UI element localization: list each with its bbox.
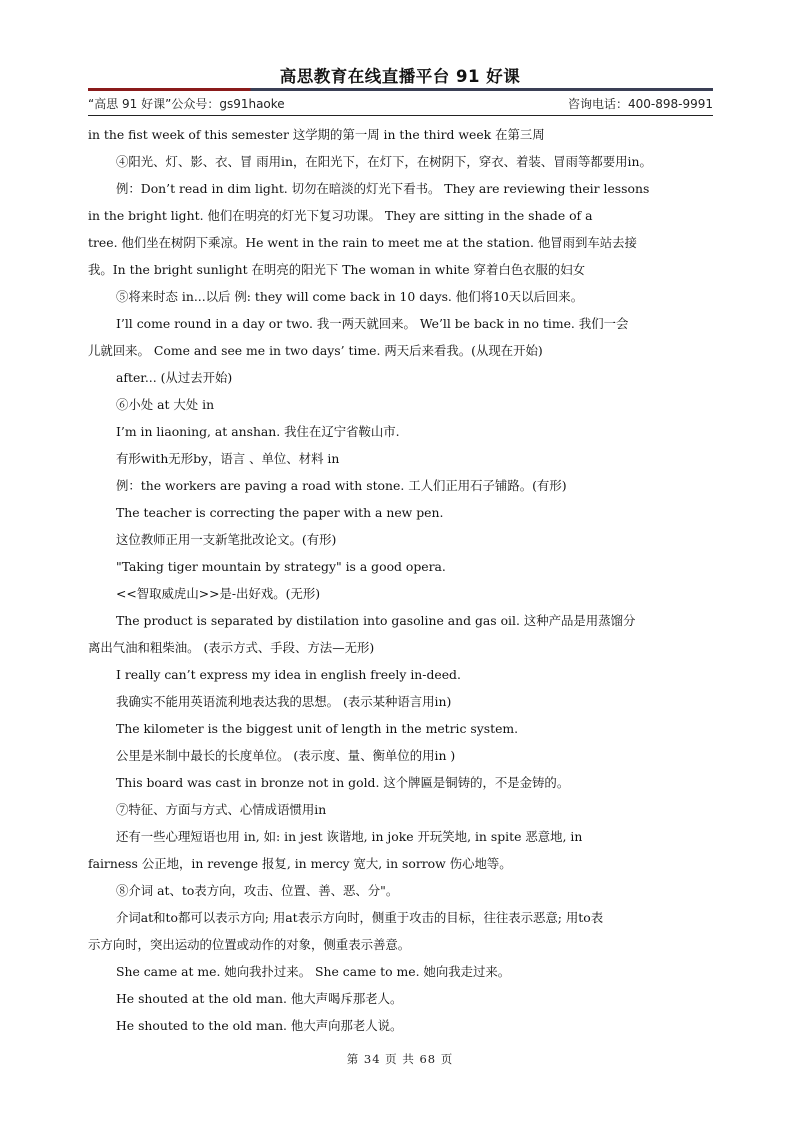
text-line: 有形with无形by，语言 、单位、材料 in bbox=[116, 451, 340, 466]
header-title: 高思教育在线直播平台 91 好课 bbox=[279, 67, 521, 86]
text-line: He shouted to the old man. 他大声向那老人说。 bbox=[116, 1018, 403, 1033]
text-line: 公里是米制中最长的长度单位。 (表示度、量、衡单位的用in ) bbox=[116, 748, 456, 763]
wechat-account: “高思 91 好课”公众号：gs91haoke bbox=[88, 97, 285, 111]
text-line: in the bright light. 他们在明亮的灯光下复习功课。 They are sitting in the shade of a bbox=[88, 208, 593, 223]
text-line: 示方向时，突出运动的位置或动作的对象，侧重表示善意。 bbox=[88, 937, 411, 952]
text-line: 我。In the bright sunlight 在明亮的阳光下 The woman in white 穿着白色衣服的妇女 bbox=[88, 262, 586, 277]
text-line: ⑧介词 at、to表方向，攻击、位置、善、恶、分"。 bbox=[116, 883, 399, 898]
text-line: ⑤将来时态 in...以后 例: they will come back in 10 days. 他们将10天以后回来。 bbox=[116, 289, 584, 304]
text-line: ④阳光、灯、影、衣、冒 雨用in，在阳光下，在灯下，在树阴下，穿衣、着装、冒雨等都要用in。 bbox=[116, 154, 652, 169]
text-line: 还有一些心理短语也用 in, 如: in jest 诙谐地, in joke 开玩笑地, in spite 恶意地, in bbox=[116, 829, 583, 844]
text-line: 介词at和to都可以表示方向; 用at表示方向时，侧重于攻击的目标，往往表示恶意; 用to表 bbox=[116, 910, 604, 925]
text-line: She came at me. 她向我扑过来。 She came to me. 她向我走过来。 bbox=[116, 964, 511, 979]
text-line: He shouted at the old man. 他大声喝斥那老人。 bbox=[116, 991, 403, 1006]
text-line: 我确实不能用英语流利地表达我的思想。 (表示某种语言用in) bbox=[116, 694, 452, 709]
text-line: I’ll come round in a day or two. 我一两天就回来。 We’ll be back in no time. 我们一会 bbox=[116, 316, 629, 331]
text-line: I’m in liaoning, at anshan. 我住在辽宁省鞍山市. bbox=[116, 424, 400, 439]
page-number: 第 34 页 共 68 页 bbox=[346, 1052, 454, 1066]
text-line: The kilometer is the biggest unit of length in the metric system. bbox=[116, 721, 519, 736]
header-underline bbox=[88, 115, 713, 116]
text-line: 这位教师正用一支新笔批改论文。(有形) bbox=[116, 532, 337, 547]
text-line: 儿就回来。 Come and see me in two days’ time. 两天后来看我。(从现在开始) bbox=[88, 343, 543, 358]
text-line: 例：Don’t read in dim light. 切勿在暗淡的灯光下看书。 They are reviewing their lessons bbox=[116, 181, 650, 196]
page-header bbox=[0, 0, 800, 120]
header-subline bbox=[88, 95, 713, 113]
text-line: 例：the workers are paving a road with stone. 工人们正用石子铺路。(有形) bbox=[116, 478, 567, 493]
header-rule bbox=[88, 88, 713, 91]
text-line: tree. 他们坐在树阴下乘凉。He went in the rain to meet me at the station. 他冒雨到车站去接 bbox=[88, 235, 637, 250]
text-line: 离出气油和粗柴油。 (表示方式、手段、方法—无形) bbox=[88, 640, 375, 655]
contact-phone: 咨询电话：400-898-9991 bbox=[567, 97, 713, 111]
document-body bbox=[88, 121, 713, 1039]
text-line: The product is separated by distilation into gasoline and gas oil. 这种产品是用蒸馏分 bbox=[116, 613, 636, 628]
text-line: ⑦特征、方面与方式、心情成语惯用in bbox=[116, 802, 327, 817]
text-line: after... (从过去开始) bbox=[116, 370, 233, 385]
text-line: I really can’t express my idea in english freely in-deed. bbox=[116, 667, 461, 682]
text-line: This board was cast in bronze not in gold. 这个牌匾是铜铸的，不是金铸的。 bbox=[116, 775, 570, 790]
text-line: "Taking tiger mountain by strategy" is a good opera. bbox=[116, 559, 446, 574]
text-line: fairness 公正地，in revenge 报复, in mercy 宽大, in sorrow 伤心地等。 bbox=[88, 856, 512, 871]
text-line: The teacher is correcting the paper with a new pen. bbox=[116, 505, 444, 520]
text-line: <<智取威虎山>>是-出好戏。(无形) bbox=[116, 586, 321, 601]
text-line: in the fist week of this semester 这学期的第一周 in the third week 在第三周 bbox=[88, 127, 545, 142]
text-line: ⑥小处 at 大处 in bbox=[116, 397, 215, 412]
